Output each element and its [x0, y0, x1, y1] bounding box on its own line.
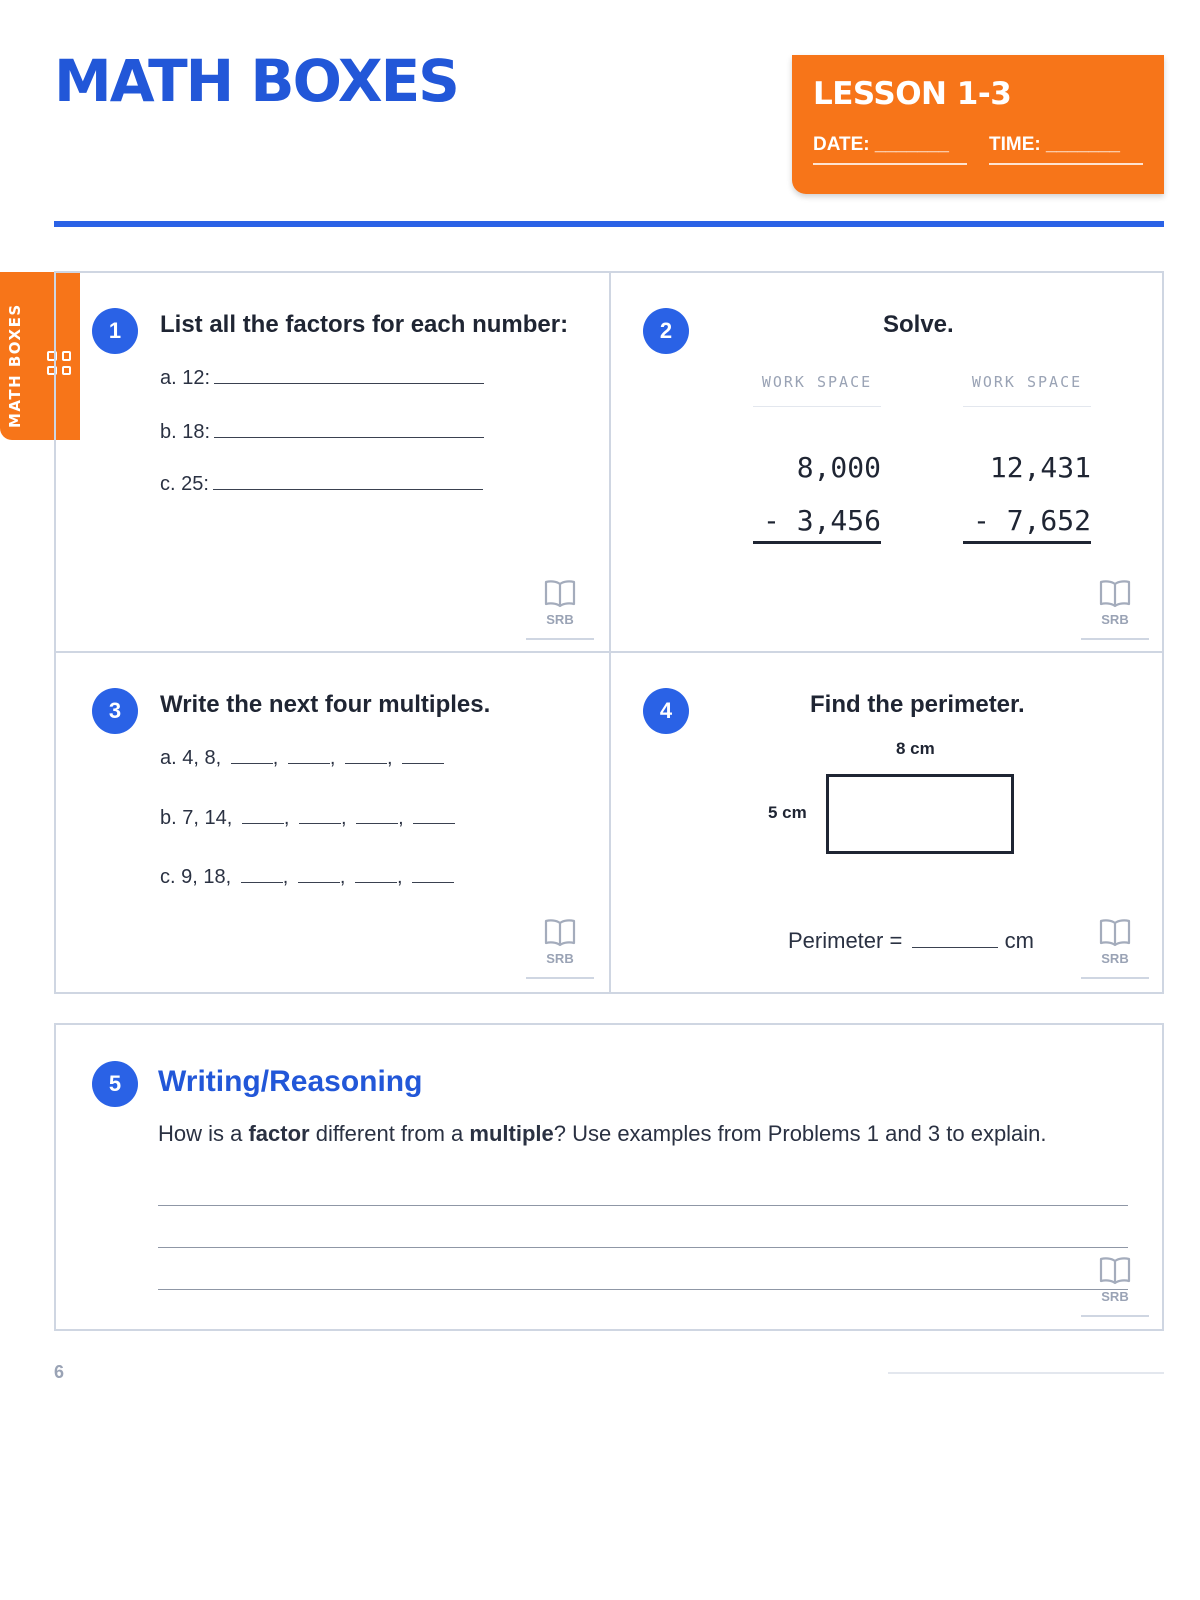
answer-blank[interactable] [288, 747, 330, 764]
problems-grid [54, 271, 1164, 994]
answer-blank[interactable] [355, 866, 397, 883]
rectangle-figure [826, 774, 1014, 854]
grid-divider-vertical [609, 273, 611, 992]
problem-3-number: 3 [92, 688, 138, 734]
problem-5-number: 5 [92, 1061, 138, 1107]
book-icon [544, 917, 576, 947]
height-label: 5 cm [768, 803, 807, 822]
book-icon [1099, 1255, 1131, 1285]
answer-line[interactable] [158, 1247, 1128, 1248]
answer-blank[interactable] [214, 421, 484, 438]
date-field[interactable]: DATE: _______ [813, 134, 967, 165]
answer-blank[interactable] [241, 866, 283, 883]
lesson-title: LESSON 1-3 [813, 76, 1012, 112]
srb-link-2[interactable] [1081, 576, 1149, 640]
srb-link-1[interactable] [526, 576, 594, 640]
answer-blank[interactable] [214, 367, 484, 384]
workspace-label: WORK SPACE [963, 373, 1091, 407]
prompt-text: ? Use examples from Problems 1 and 3 to explain. [553, 1121, 1047, 1146]
time-field[interactable]: TIME: _______ [989, 134, 1143, 165]
answer-line[interactable] [158, 1289, 1128, 1290]
problem-3-item-c [160, 866, 454, 889]
problem-3-item-c-label: c. 9, 18, [160, 866, 232, 888]
problem-3-item-b-label: b. 7, 14, [160, 807, 233, 829]
answer-line[interactable] [158, 1205, 1128, 1206]
prompt-multiple: multiple [469, 1121, 554, 1146]
problem-3-heading: Write the next four multiples. [160, 691, 491, 718]
answer-blank[interactable] [213, 473, 483, 490]
problem-1-item-a-label: a. 12: [160, 367, 211, 389]
writing-heading: Writing/Reasoning [158, 1065, 423, 1098]
problem-3-item-a [160, 747, 444, 770]
minuend: 12,431 [989, 451, 1091, 484]
problem-1-item-a [160, 367, 484, 390]
perimeter-blank[interactable] [912, 929, 998, 948]
perimeter-unit: cm [1004, 928, 1034, 953]
srb-label: SRB [1101, 612, 1129, 627]
answer-blank[interactable] [298, 866, 340, 883]
answer-blank[interactable] [412, 866, 454, 883]
header-divider [54, 221, 1164, 227]
srb-label: SRB [1101, 951, 1129, 966]
lesson-fields [813, 134, 1143, 165]
subtrahend: - 3,456 [753, 504, 881, 544]
problem-2-heading: Solve. [883, 311, 954, 338]
grid-divider-horizontal [56, 651, 1162, 653]
separator: , [329, 747, 336, 769]
problem-3-item-b [160, 807, 455, 830]
prompt-text: different from a [309, 1121, 470, 1146]
subtraction-2 [963, 373, 1091, 544]
perimeter-answer [788, 928, 1034, 954]
page-number: 6 [54, 1362, 65, 1382]
workspace-label: WORK SPACE [753, 373, 881, 407]
problem-2-number: 2 [643, 308, 689, 354]
footer-rule [888, 1372, 1164, 1374]
book-icon [1099, 578, 1131, 608]
srb-label: SRB [1101, 1289, 1129, 1304]
problem-4-number: 4 [643, 688, 689, 734]
problem-1-item-c-label: c. 25: [160, 473, 209, 495]
problem-3-item-a-label: a. 4, 8, [160, 747, 222, 769]
srb-link-3[interactable] [526, 915, 594, 979]
problem-1-item-c [160, 473, 483, 496]
answer-blank[interactable] [242, 807, 284, 824]
prompt-text: How is a [158, 1121, 249, 1146]
problem-1-item-b [160, 421, 484, 444]
srb-label: SRB [546, 951, 574, 966]
srb-label: SRB [546, 612, 574, 627]
writing-prompt [158, 1117, 1078, 1151]
lesson-box [792, 55, 1164, 194]
separator: , [283, 807, 290, 829]
separator: , [282, 866, 289, 888]
subtraction-1 [753, 373, 881, 544]
prompt-factor: factor [248, 1121, 310, 1146]
separator: , [386, 747, 393, 769]
problem-1-heading: List all the factors for each number: [160, 311, 569, 338]
answer-blank[interactable] [356, 807, 398, 824]
book-icon [544, 578, 576, 608]
answer-blank[interactable] [299, 807, 341, 824]
separator: , [340, 807, 347, 829]
srb-link-5[interactable] [1081, 1253, 1149, 1317]
width-label: 8 cm [896, 739, 935, 758]
separator: , [396, 866, 403, 888]
answer-blank[interactable] [231, 747, 273, 764]
perimeter-label: Perimeter = [788, 928, 903, 953]
minuend: 8,000 [796, 451, 881, 484]
answer-blank[interactable] [413, 807, 455, 824]
book-icon [1099, 917, 1131, 947]
side-tab-label: MATH BOXES [6, 303, 24, 428]
problem-1-number: 1 [92, 308, 138, 354]
answer-blank[interactable] [402, 747, 444, 764]
separator: , [272, 747, 279, 769]
writing-reasoning-box [54, 1023, 1164, 1331]
problem-4-heading: Find the perimeter. [810, 691, 1025, 718]
problem-1-item-b-label: b. 18: [160, 421, 211, 443]
separator: , [339, 866, 346, 888]
separator: , [398, 807, 404, 829]
page-title: MATH BOXES [54, 47, 458, 115]
srb-link-4[interactable] [1081, 915, 1149, 979]
subtrahend: - 7,652 [963, 504, 1091, 544]
answer-blank[interactable] [345, 747, 387, 764]
